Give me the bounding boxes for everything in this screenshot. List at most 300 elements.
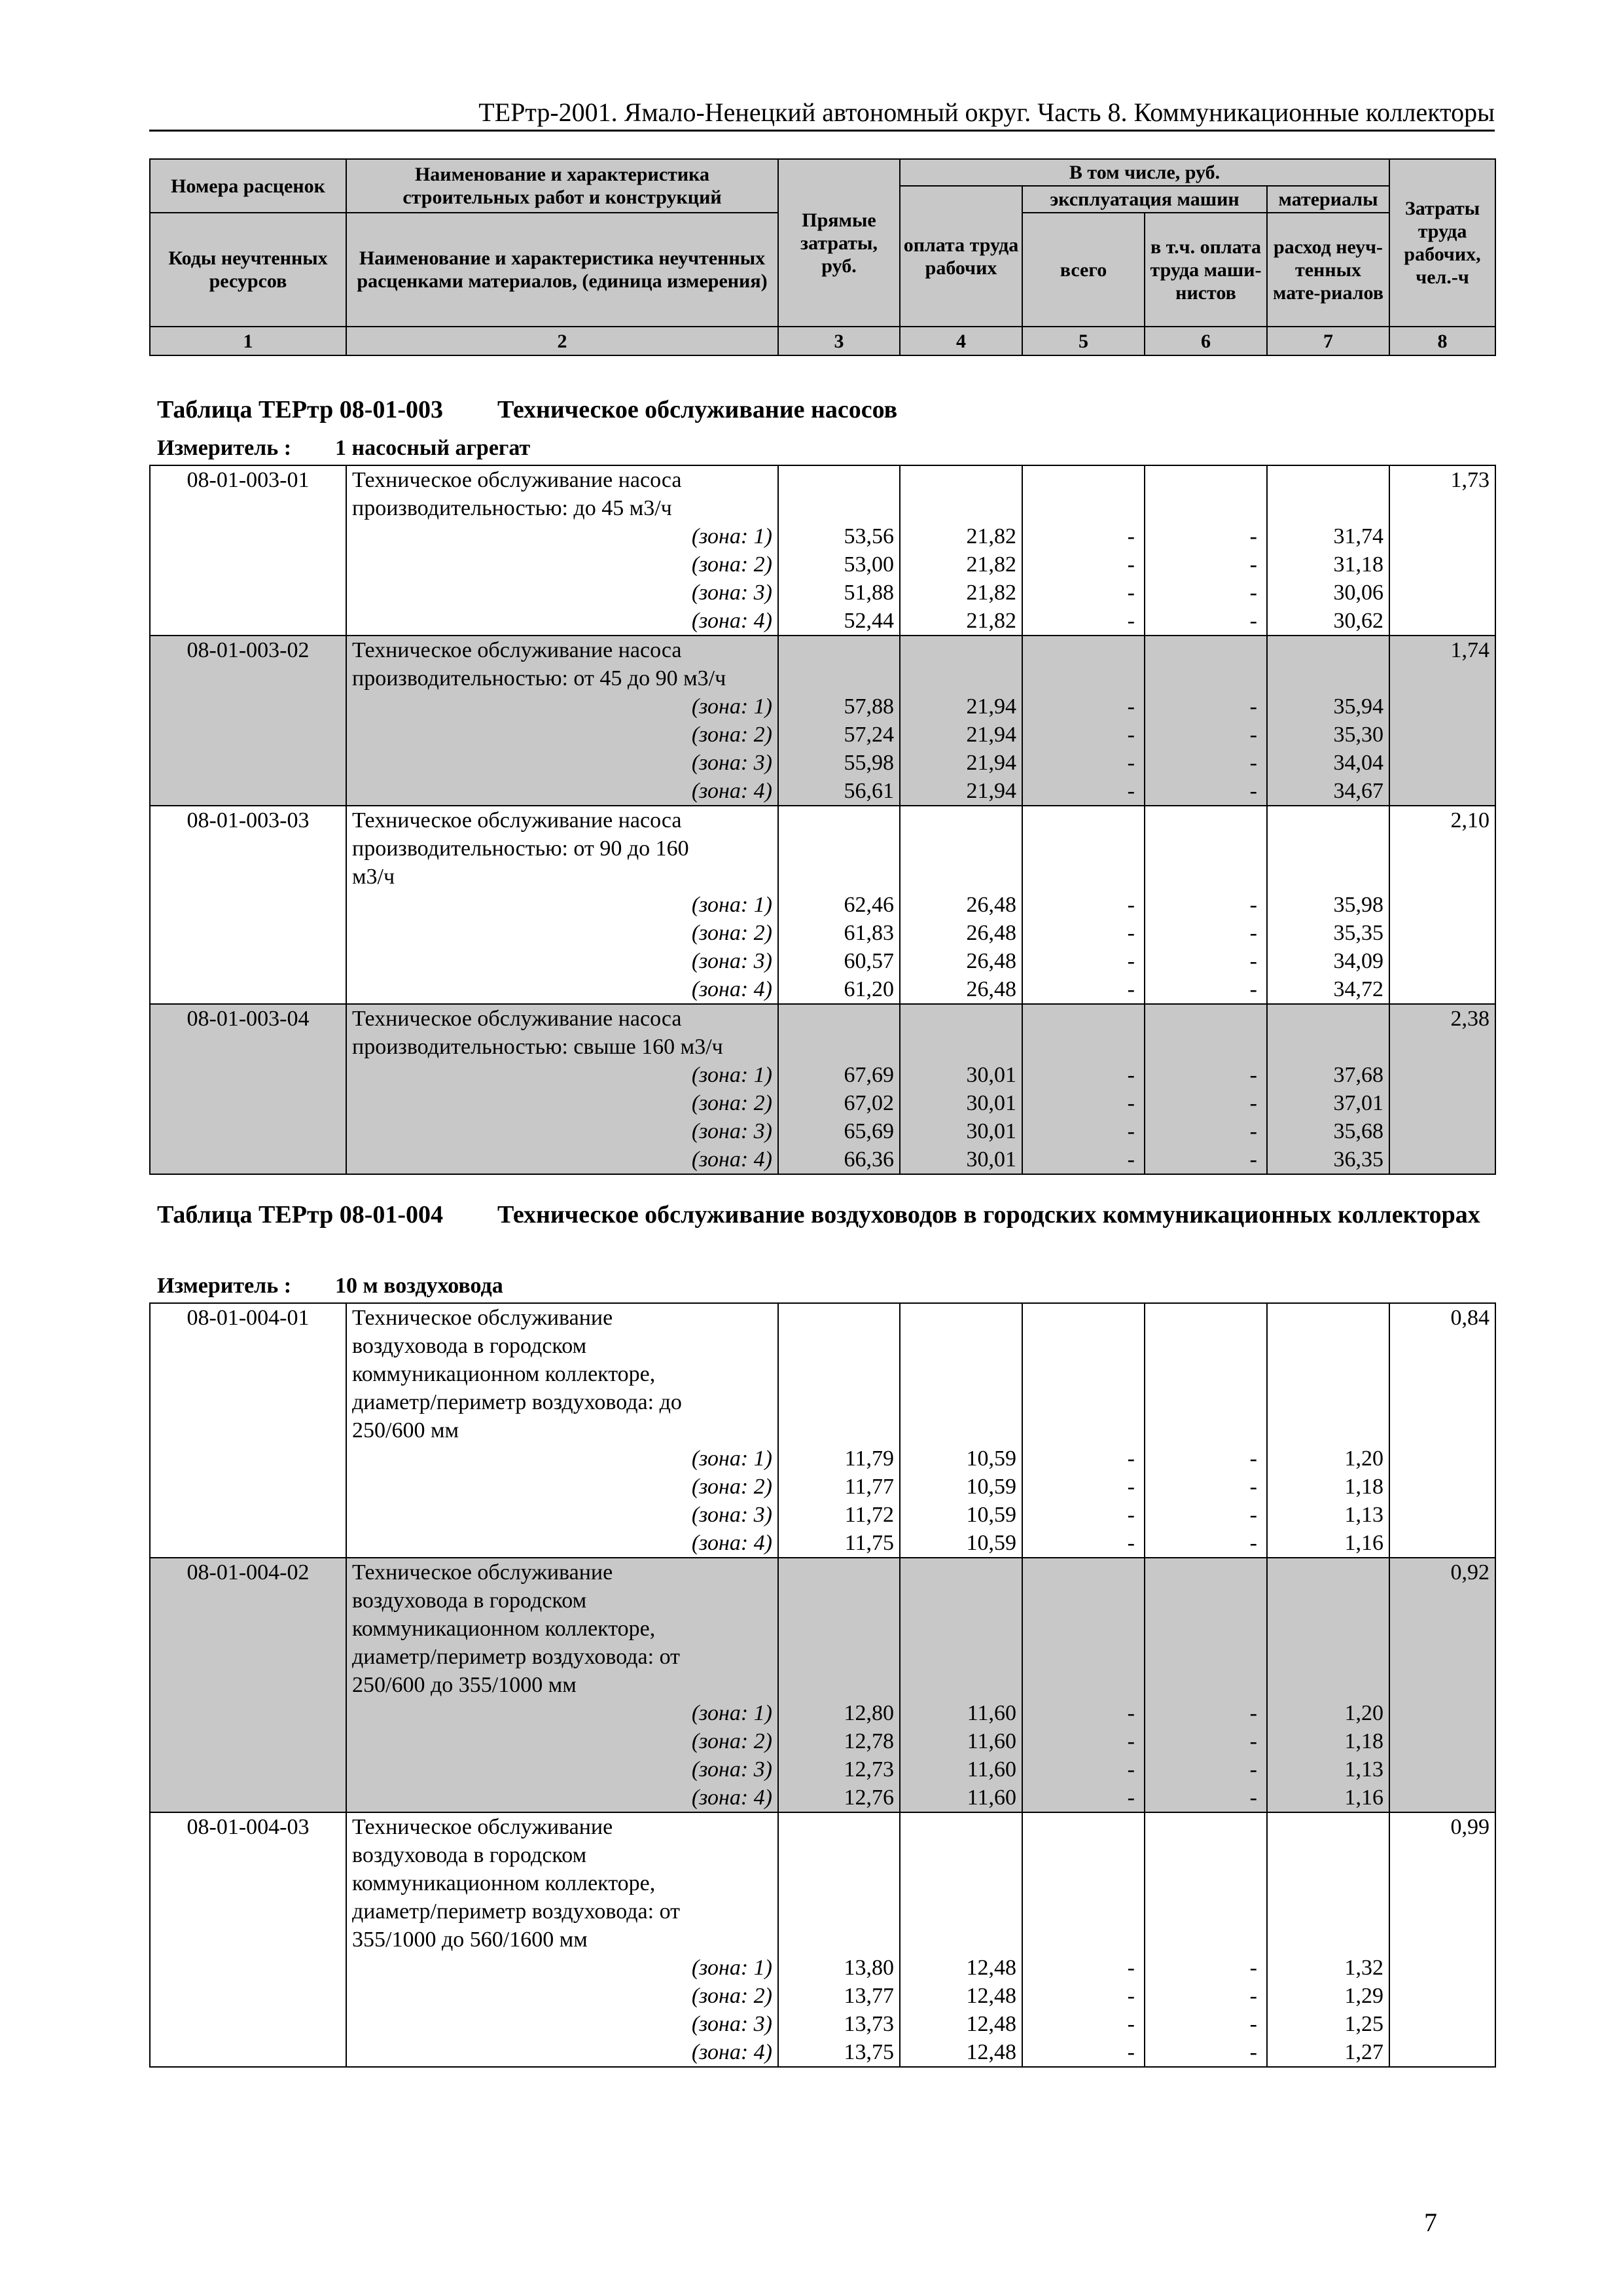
rate-code	[150, 1926, 346, 1954]
labor-cost	[1389, 1926, 1495, 1954]
column-header-table	[149, 158, 1496, 356]
materials-cost: 30,06	[1267, 579, 1389, 607]
labor-cost	[1389, 1587, 1495, 1615]
machinist-wage: -	[1145, 1501, 1267, 1529]
empty-cell	[1267, 1332, 1389, 1360]
rates-table-08-01-004	[149, 1302, 1496, 2068]
empty-cell	[1267, 1841, 1389, 1869]
header-col-number: 4	[900, 327, 1022, 355]
empty-cell	[900, 1812, 1022, 1841]
header-col-number: 1	[150, 327, 346, 355]
labor-cost: 2,38	[1389, 1004, 1495, 1033]
labor-cost	[1389, 664, 1495, 692]
empty-cell	[150, 919, 346, 947]
empty-cell	[1267, 806, 1389, 834]
zone-label: (зона: 3)	[346, 749, 778, 777]
empty-cell	[900, 1615, 1022, 1643]
empty-cell	[1389, 947, 1495, 975]
machinist-wage: -	[1145, 579, 1267, 607]
worker-wage: 30,01	[900, 1061, 1022, 1089]
table-row	[150, 1615, 1495, 1643]
empty-cell	[1389, 1089, 1495, 1117]
work-description: воздуховода в городском	[346, 1587, 778, 1615]
empty-cell	[900, 1004, 1022, 1033]
table-row	[150, 1587, 1495, 1615]
materials-cost: 31,18	[1267, 550, 1389, 579]
empty-cell	[900, 1841, 1022, 1869]
materials-cost: 1,20	[1267, 1699, 1389, 1727]
empty-cell	[900, 1926, 1022, 1954]
empty-cell	[1389, 1727, 1495, 1755]
materials-cost: 36,35	[1267, 1145, 1389, 1174]
zone-row	[150, 1089, 1495, 1117]
table1-meter	[157, 435, 530, 461]
table-row	[150, 1360, 1495, 1388]
machinist-wage: -	[1145, 1444, 1267, 1473]
empty-cell	[1022, 1841, 1145, 1869]
table-row	[150, 1812, 1495, 1841]
labor-cost: 0,84	[1389, 1303, 1495, 1332]
empty-cell	[1022, 834, 1145, 863]
empty-cell	[1145, 1587, 1267, 1615]
direct-cost: 55,98	[778, 749, 900, 777]
empty-cell	[1267, 1671, 1389, 1699]
machines-total: -	[1022, 1444, 1145, 1473]
empty-cell	[1267, 1388, 1389, 1416]
table-row	[150, 636, 1495, 664]
empty-cell	[1145, 636, 1267, 664]
empty-cell	[1022, 1926, 1145, 1954]
empty-cell	[1022, 806, 1145, 834]
machinist-wage: -	[1145, 1117, 1267, 1145]
empty-cell	[900, 1332, 1022, 1360]
machinist-wage: -	[1145, 919, 1267, 947]
labor-cost	[1389, 1643, 1495, 1671]
empty-cell	[150, 550, 346, 579]
empty-cell	[150, 1784, 346, 1812]
zone-row	[150, 607, 1495, 636]
empty-cell	[778, 1360, 900, 1388]
table-row	[150, 1416, 1495, 1444]
materials-cost: 1,13	[1267, 1501, 1389, 1529]
labor-cost	[1389, 1388, 1495, 1416]
empty-cell	[900, 834, 1022, 863]
empty-cell	[1267, 1615, 1389, 1643]
rate-code	[150, 863, 346, 891]
table-row	[150, 1926, 1495, 1954]
rate-code	[150, 834, 346, 863]
worker-wage: 12,48	[900, 1954, 1022, 1982]
worker-wage: 26,48	[900, 947, 1022, 975]
empty-cell	[1389, 1117, 1495, 1145]
header-col-number: 5	[1022, 327, 1145, 355]
empty-cell	[900, 863, 1022, 891]
materials-cost: 35,30	[1267, 721, 1389, 749]
header-materials: материалы	[1267, 186, 1389, 213]
zone-row	[150, 692, 1495, 721]
machines-total: -	[1022, 692, 1145, 721]
empty-cell	[900, 1416, 1022, 1444]
empty-cell	[1022, 1332, 1145, 1360]
work-description: 250/600 мм	[346, 1416, 778, 1444]
machines-total: -	[1022, 1954, 1145, 1982]
rate-code: 08-01-004-03	[150, 1812, 346, 1841]
materials-cost: 34,04	[1267, 749, 1389, 777]
labor-cost	[1389, 1841, 1495, 1869]
zone-label: (зона: 2)	[346, 1982, 778, 2010]
machinist-wage: -	[1145, 1755, 1267, 1784]
empty-cell	[1389, 777, 1495, 806]
empty-cell	[1389, 749, 1495, 777]
empty-cell	[1022, 1897, 1145, 1926]
worker-wage: 21,82	[900, 522, 1022, 550]
zone-label: (зона: 3)	[346, 2010, 778, 2038]
empty-cell	[1022, 1671, 1145, 1699]
direct-cost: 12,80	[778, 1699, 900, 1727]
machines-total: -	[1022, 1727, 1145, 1755]
empty-cell	[1267, 1303, 1389, 1332]
machines-total: -	[1022, 919, 1145, 947]
materials-cost: 35,68	[1267, 1117, 1389, 1145]
empty-cell	[778, 465, 900, 494]
worker-wage: 21,82	[900, 607, 1022, 636]
empty-cell	[1022, 1587, 1145, 1615]
empty-cell	[778, 834, 900, 863]
worker-wage: 30,01	[900, 1117, 1022, 1145]
empty-cell	[1267, 1926, 1389, 1954]
empty-cell	[1022, 1812, 1145, 1841]
zone-label: (зона: 4)	[346, 1529, 778, 1558]
empty-cell	[150, 522, 346, 550]
materials-cost: 37,68	[1267, 1061, 1389, 1089]
table-row	[150, 664, 1495, 692]
materials-cost: 34,72	[1267, 975, 1389, 1004]
table-row	[150, 1558, 1495, 1587]
rate-code	[150, 1332, 346, 1360]
work-description: коммуникационном коллекторе,	[346, 1360, 778, 1388]
empty-cell	[1267, 465, 1389, 494]
empty-cell	[150, 1501, 346, 1529]
empty-cell	[1145, 863, 1267, 891]
empty-cell	[778, 1841, 900, 1869]
labor-cost	[1389, 1869, 1495, 1897]
empty-cell	[1389, 522, 1495, 550]
empty-cell	[900, 806, 1022, 834]
table1-meter-label: Измеритель :	[157, 436, 292, 460]
rate-code	[150, 1388, 346, 1416]
direct-cost: 13,77	[778, 1982, 900, 2010]
empty-cell	[778, 1671, 900, 1699]
rate-code	[150, 1360, 346, 1388]
empty-cell	[150, 1061, 346, 1089]
empty-cell	[1145, 465, 1267, 494]
rate-code	[150, 1897, 346, 1926]
zone-label: (зона: 4)	[346, 975, 778, 1004]
work-description: Техническое обслуживание насоса	[346, 1004, 778, 1033]
work-description: м3/ч	[346, 863, 778, 891]
labor-cost: 0,99	[1389, 1812, 1495, 1841]
table-row	[150, 1841, 1495, 1869]
zone-row	[150, 947, 1495, 975]
empty-cell	[1267, 1643, 1389, 1671]
materials-cost: 1,16	[1267, 1529, 1389, 1558]
empty-cell	[1022, 1615, 1145, 1643]
work-description: воздуховода в городском	[346, 1332, 778, 1360]
work-description: Техническое обслуживание насоса	[346, 636, 778, 664]
empty-cell	[900, 664, 1022, 692]
empty-cell	[1389, 1699, 1495, 1727]
materials-cost: 1,18	[1267, 1727, 1389, 1755]
worker-wage: 21,82	[900, 579, 1022, 607]
worker-wage: 30,01	[900, 1145, 1022, 1174]
worker-wage: 10,59	[900, 1529, 1022, 1558]
table2-meter	[157, 1273, 503, 1299]
machines-total: -	[1022, 891, 1145, 919]
work-description: производительностью: до 45 м3/ч	[346, 494, 778, 522]
empty-cell	[150, 1145, 346, 1174]
worker-wage: 10,59	[900, 1444, 1022, 1473]
machines-total: -	[1022, 1755, 1145, 1784]
machinist-wage: -	[1145, 550, 1267, 579]
empty-cell	[900, 1388, 1022, 1416]
zone-row	[150, 1954, 1495, 1982]
work-description: производительностью: от 45 до 90 м3/ч	[346, 664, 778, 692]
rate-code	[150, 1587, 346, 1615]
direct-cost: 11,72	[778, 1501, 900, 1529]
machines-total: -	[1022, 2010, 1145, 2038]
table-row	[150, 1033, 1495, 1061]
zone-row	[150, 1529, 1495, 1558]
worker-wage: 11,60	[900, 1755, 1022, 1784]
empty-cell	[1267, 1360, 1389, 1388]
worker-wage: 10,59	[900, 1501, 1022, 1529]
empty-cell	[1022, 465, 1145, 494]
empty-cell	[1267, 1869, 1389, 1897]
zone-label: (зона: 1)	[346, 1061, 778, 1089]
zone-label: (зона: 2)	[346, 1473, 778, 1501]
table2-caption	[157, 1200, 1492, 1230]
empty-cell	[1022, 1388, 1145, 1416]
empty-cell	[150, 777, 346, 806]
empty-cell	[900, 494, 1022, 522]
zone-label: (зона: 3)	[346, 1755, 778, 1784]
materials-cost: 34,67	[1267, 777, 1389, 806]
direct-cost: 57,24	[778, 721, 900, 749]
machinist-wage: -	[1145, 1699, 1267, 1727]
empty-cell	[900, 465, 1022, 494]
zone-row	[150, 1501, 1495, 1529]
empty-cell	[150, 607, 346, 636]
empty-cell	[1145, 1926, 1267, 1954]
rate-code: 08-01-004-02	[150, 1558, 346, 1587]
empty-cell	[1389, 1444, 1495, 1473]
zone-row	[150, 1982, 1495, 2010]
machinist-wage: -	[1145, 891, 1267, 919]
header-unaccounted-materials: расход неуч-тенных мате-риалов	[1267, 213, 1389, 327]
zone-row	[150, 1755, 1495, 1784]
materials-cost: 35,94	[1267, 692, 1389, 721]
header-machine-operation: эксплуатация машин	[1022, 186, 1267, 213]
empty-cell	[1145, 494, 1267, 522]
table-row	[150, 1332, 1495, 1360]
empty-cell	[1267, 494, 1389, 522]
worker-wage: 12,48	[900, 1982, 1022, 2010]
machines-total: -	[1022, 522, 1145, 550]
empty-cell	[778, 494, 900, 522]
header-machines-total: всего	[1022, 213, 1145, 327]
worker-wage: 26,48	[900, 891, 1022, 919]
machines-total: -	[1022, 947, 1145, 975]
zone-label: (зона: 3)	[346, 579, 778, 607]
empty-cell	[778, 1812, 900, 1841]
empty-cell	[778, 863, 900, 891]
machines-total: -	[1022, 550, 1145, 579]
machines-total: -	[1022, 1982, 1145, 2010]
work-description: Техническое обслуживание	[346, 1812, 778, 1841]
materials-cost: 30,62	[1267, 607, 1389, 636]
empty-cell	[778, 1897, 900, 1926]
worker-wage: 21,94	[900, 777, 1022, 806]
empty-cell	[778, 1869, 900, 1897]
rate-code	[150, 494, 346, 522]
machinist-wage: -	[1145, 777, 1267, 806]
empty-cell	[1145, 1360, 1267, 1388]
empty-cell	[1022, 1303, 1145, 1332]
machinist-wage: -	[1145, 692, 1267, 721]
zone-row	[150, 777, 1495, 806]
empty-cell	[1389, 919, 1495, 947]
zone-label: (зона: 1)	[346, 891, 778, 919]
empty-cell	[150, 749, 346, 777]
empty-cell	[1389, 1755, 1495, 1784]
direct-cost: 60,57	[778, 947, 900, 975]
empty-cell	[1145, 834, 1267, 863]
empty-cell	[1022, 1643, 1145, 1671]
work-description: диаметр/периметр воздуховода: от	[346, 1643, 778, 1671]
rate-code	[150, 1416, 346, 1444]
zone-label: (зона: 3)	[346, 1501, 778, 1529]
machines-total: -	[1022, 579, 1145, 607]
table-row	[150, 1388, 1495, 1416]
zone-label: (зона: 2)	[346, 721, 778, 749]
work-description: Техническое обслуживание насоса	[346, 465, 778, 494]
zone-label: (зона: 4)	[346, 777, 778, 806]
empty-cell	[1145, 1416, 1267, 1444]
empty-cell	[1267, 636, 1389, 664]
labor-cost	[1389, 834, 1495, 863]
direct-cost: 62,46	[778, 891, 900, 919]
rate-code	[150, 1671, 346, 1699]
direct-cost: 11,75	[778, 1529, 900, 1558]
materials-cost: 1,27	[1267, 2038, 1389, 2067]
empty-cell	[900, 1869, 1022, 1897]
empty-cell	[150, 2038, 346, 2067]
page-number: 7	[1424, 2208, 1437, 2237]
table-row	[150, 1004, 1495, 1033]
empty-cell	[1022, 494, 1145, 522]
empty-cell	[1145, 664, 1267, 692]
machinist-wage: -	[1145, 607, 1267, 636]
empty-cell	[1145, 1388, 1267, 1416]
zone-label: (зона: 3)	[346, 947, 778, 975]
header-rate-numbers: Номера расценок	[150, 159, 346, 213]
direct-cost: 13,73	[778, 2010, 900, 2038]
empty-cell	[778, 1587, 900, 1615]
zone-row	[150, 2010, 1495, 2038]
work-description: Техническое обслуживание	[346, 1558, 778, 1587]
zone-row	[150, 1699, 1495, 1727]
zone-label: (зона: 2)	[346, 1089, 778, 1117]
labor-cost: 1,73	[1389, 465, 1495, 494]
zone-row	[150, 2038, 1495, 2067]
work-description: производительностью: свыше 160 м3/ч	[346, 1033, 778, 1061]
rate-code: 08-01-003-03	[150, 806, 346, 834]
labor-cost	[1389, 1332, 1495, 1360]
zone-row	[150, 522, 1495, 550]
work-description: 355/1000 до 560/1600 мм	[346, 1926, 778, 1954]
empty-cell	[150, 692, 346, 721]
empty-cell	[1389, 607, 1495, 636]
direct-cost: 67,02	[778, 1089, 900, 1117]
empty-cell	[900, 1033, 1022, 1061]
machines-total: -	[1022, 1145, 1145, 1174]
materials-cost: 1,16	[1267, 1784, 1389, 1812]
materials-cost: 37,01	[1267, 1089, 1389, 1117]
work-description: диаметр/периметр воздуховода: от	[346, 1897, 778, 1926]
empty-cell	[1267, 1558, 1389, 1587]
empty-cell	[900, 1360, 1022, 1388]
table-row	[150, 1897, 1495, 1926]
empty-cell	[150, 1954, 346, 1982]
empty-cell	[778, 664, 900, 692]
empty-cell	[150, 721, 346, 749]
empty-cell	[1389, 579, 1495, 607]
materials-cost: 1,29	[1267, 1982, 1389, 2010]
machinist-wage: -	[1145, 1061, 1267, 1089]
direct-cost: 57,88	[778, 692, 900, 721]
machinist-wage: -	[1145, 1784, 1267, 1812]
empty-cell	[778, 1416, 900, 1444]
empty-cell	[1145, 1615, 1267, 1643]
rate-code	[150, 1869, 346, 1897]
empty-cell	[778, 1004, 900, 1033]
worker-wage: 21,82	[900, 550, 1022, 579]
rate-code: 08-01-004-01	[150, 1303, 346, 1332]
empty-cell	[150, 1089, 346, 1117]
zone-label: (зона: 1)	[346, 522, 778, 550]
machines-total: -	[1022, 1501, 1145, 1529]
empty-cell	[900, 636, 1022, 664]
labor-cost: 2,10	[1389, 806, 1495, 834]
zone-label: (зона: 4)	[346, 2038, 778, 2067]
direct-cost: 13,80	[778, 1954, 900, 1982]
direct-cost: 12,76	[778, 1784, 900, 1812]
empty-cell	[1389, 891, 1495, 919]
empty-cell	[1389, 550, 1495, 579]
empty-cell	[900, 1671, 1022, 1699]
empty-cell	[778, 1926, 900, 1954]
direct-cost: 66,36	[778, 1145, 900, 1174]
direct-cost: 11,77	[778, 1473, 900, 1501]
empty-cell	[150, 1444, 346, 1473]
header-col-number: 6	[1145, 327, 1267, 355]
header-resource-codes: Коды неучтенных ресурсов	[150, 213, 346, 327]
zone-row	[150, 975, 1495, 1004]
materials-cost: 35,98	[1267, 891, 1389, 919]
empty-cell	[1389, 975, 1495, 1004]
worker-wage: 21,94	[900, 749, 1022, 777]
zone-row	[150, 749, 1495, 777]
